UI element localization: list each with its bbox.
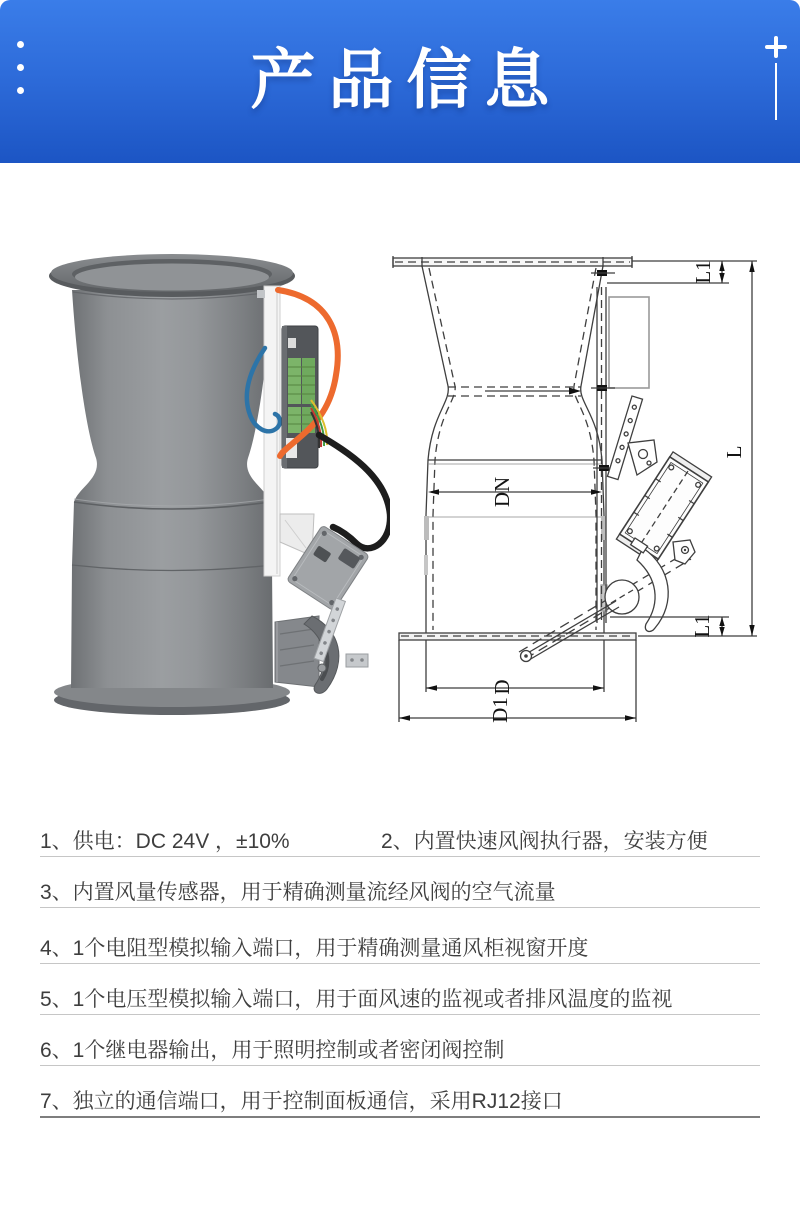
feature-item-7: 7、独立的通信端口，用于控制面板通信，采用RJ12接口 [40,1090,563,1113]
label-d1: D1 [488,697,512,723]
feature-item-2: 2、内置快速风阀执行器，安装方便 [381,830,708,853]
feature-item-6: 6、1个继电器输出，用于照明控制或者密闭阀控制 [40,1039,505,1062]
divider [40,963,760,964]
feature-row [40,982,760,1014]
feature-item-5: 5、1个电压型模拟输入端口，用于面风速的监视或者排风温度的监视 [40,988,673,1011]
feature-item-4: 4、1个电阻型模拟输入端口，用于精确测量通风柜视窗开度 [40,937,589,960]
label-l1-bottom: L1 [690,614,714,638]
feature-item-1: 1、供电：DC 24V ，±10% [40,830,290,853]
feature-row [40,824,760,856]
banner [0,0,800,163]
feature-list [40,810,760,1118]
valve-body [49,254,295,715]
divider [40,1065,760,1066]
vertical-line-decoration [775,63,777,120]
plus-icon [765,36,787,58]
divider [40,907,760,908]
feature-row [40,875,760,907]
dimension-drawing [385,230,795,730]
label-l1-top: L1 [691,260,715,284]
feature-row [40,1033,760,1065]
feature-item-3: 3、内置风量传感器，用于精确测量流经风阀的空气流量 [40,881,556,904]
label-d: D [490,679,514,695]
product-photo [30,230,390,730]
feature-row [40,1084,760,1116]
divider [40,856,760,857]
label-l-overall: L [722,445,746,459]
page-title: 产品信息 [250,43,563,116]
divider [40,1014,760,1015]
feature-row [40,931,760,963]
divider-bottom [40,1116,760,1118]
drawing-lines [393,256,757,722]
label-dn: DN [490,476,514,508]
